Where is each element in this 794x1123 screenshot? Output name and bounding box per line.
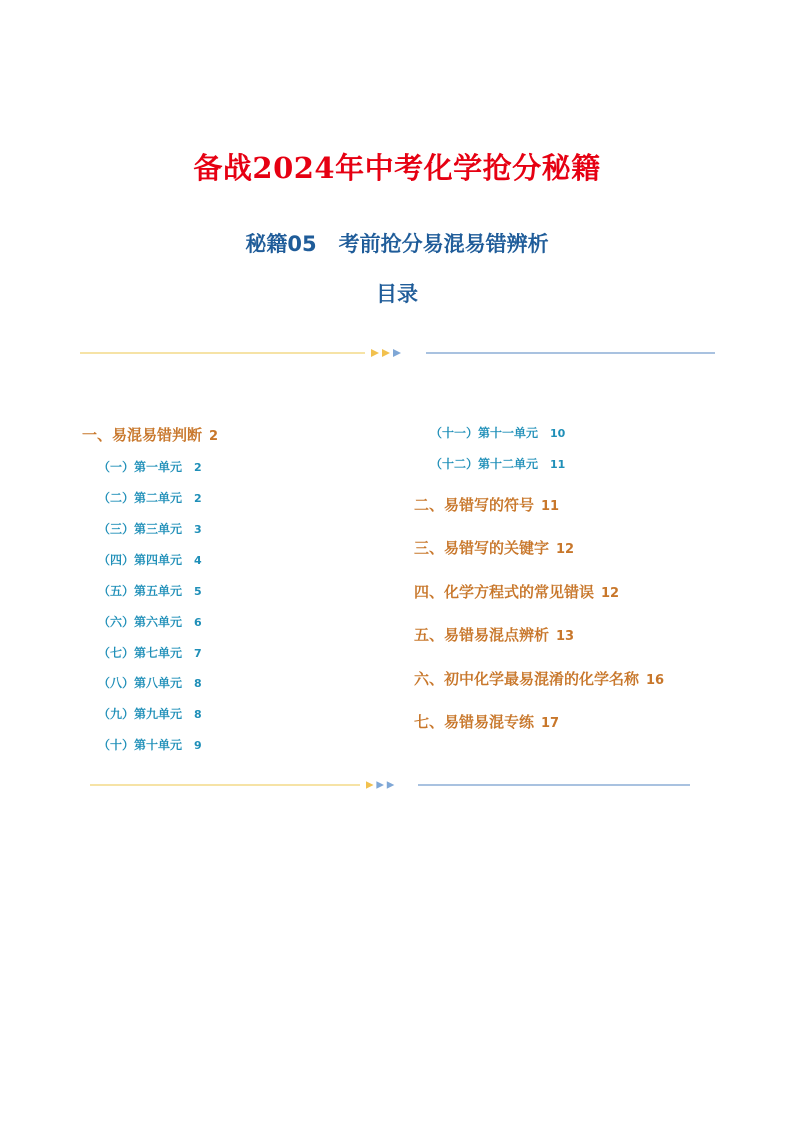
toc-subsection-entry[interactable] [98, 736, 202, 753]
toc-page-number: 2 [209, 429, 219, 444]
toc-page-number: 8 [194, 677, 202, 690]
triple-arrow-icon [371, 348, 407, 358]
toc-entry-label: （十）第十单元 [98, 738, 183, 752]
toc-entry-label: （一）第一单元 [98, 460, 183, 474]
toc-section-entry[interactable] [414, 494, 559, 515]
toc-subsection-entry[interactable] [98, 458, 202, 475]
toc-entry-label: 二、易错写的符号 [414, 496, 535, 514]
toc-page-number: 16 [646, 673, 665, 688]
toc-subsection-entry[interactable] [98, 489, 202, 506]
toc-section-entry[interactable] [414, 537, 574, 558]
toc-section-entry[interactable] [414, 624, 574, 645]
toc-entry-label: （十一）第十一单元 [430, 426, 539, 440]
subtitle-text: 考前抢分易混易错辨析 [338, 232, 549, 256]
toc-entry-label: 七、易错易混专练 [414, 713, 535, 731]
toc-subsection-entry[interactable] [430, 424, 565, 441]
toc-subsection-entry[interactable] [98, 520, 202, 537]
toc-section-entry[interactable] [414, 711, 559, 732]
toc-entry-label: （四）第四单元 [98, 553, 183, 567]
toc-page-number: 8 [194, 708, 202, 721]
toc-page-number: 2 [194, 461, 202, 474]
toc-page-number: 11 [550, 458, 566, 471]
toc-entry-label: 五、易错易混点辨析 [414, 626, 550, 644]
toc-entry-label: （三）第三单元 [98, 522, 183, 536]
bottom-divider [90, 780, 690, 790]
toc-entry-label: （五）第五单元 [98, 584, 183, 598]
toc-entry-label: 三、易错写的关键字 [414, 539, 550, 557]
divider-line-right [418, 784, 690, 786]
toc-subsection-entry[interactable] [98, 613, 202, 630]
toc-page-number: 9 [194, 739, 202, 752]
divider-line-right [426, 352, 715, 354]
subtitle-prefix: 秘籍05 [245, 232, 317, 256]
toc-entry-label: 六、初中化学最易混淆的化学名称 [414, 670, 640, 688]
toc-entry-label: （十二）第十二单元 [430, 457, 539, 471]
top-divider [80, 348, 715, 358]
toc-page-number: 17 [541, 716, 560, 731]
toc-page-number: 12 [601, 586, 620, 601]
toc-page-number: 11 [541, 499, 560, 514]
main-title: 备战2024年中考化学抢分秘籍 [193, 151, 601, 185]
toc-page-number: 4 [194, 554, 202, 567]
toc-subsection-entry[interactable] [98, 551, 202, 568]
toc-subsection-entry[interactable] [98, 705, 202, 722]
triple-arrow-icon [366, 780, 400, 790]
subtitle [0, 228, 794, 258]
toc-page-number: 5 [194, 585, 202, 598]
toc-page-number: 12 [556, 542, 575, 557]
toc-entry-label: （六）第六单元 [98, 615, 183, 629]
toc-entry-label: （二）第二单元 [98, 491, 183, 505]
toc-entry-label: 一、易混易错判断 [82, 426, 203, 444]
toc-entry-label: （七）第七单元 [98, 646, 183, 660]
toc-entry-label: （八）第八单元 [98, 676, 183, 690]
toc-page-number: 6 [194, 616, 202, 629]
toc-page-number: 3 [194, 523, 202, 536]
toc-page-number: 2 [194, 492, 202, 505]
divider-line-left [90, 784, 360, 786]
toc-subsection-entry[interactable] [98, 582, 202, 599]
toc-subsection-entry[interactable] [98, 644, 202, 661]
toc-entry-label: 四、化学方程式的常见错误 [414, 583, 595, 601]
toc-page-number: 13 [556, 629, 575, 644]
divider-line-left [80, 352, 365, 354]
toc-entry-label: （九）第九单元 [98, 707, 183, 721]
toc-subsection-entry[interactable] [430, 455, 565, 472]
toc-page-number: 7 [194, 647, 202, 660]
toc-subsection-entry[interactable] [98, 674, 202, 691]
toc-section-entry[interactable] [82, 424, 218, 445]
toc-section-entry[interactable] [414, 668, 664, 689]
toc-page-number: 10 [550, 427, 566, 440]
toc-heading: 目录 [376, 282, 418, 306]
toc-section-entry[interactable] [414, 581, 619, 602]
